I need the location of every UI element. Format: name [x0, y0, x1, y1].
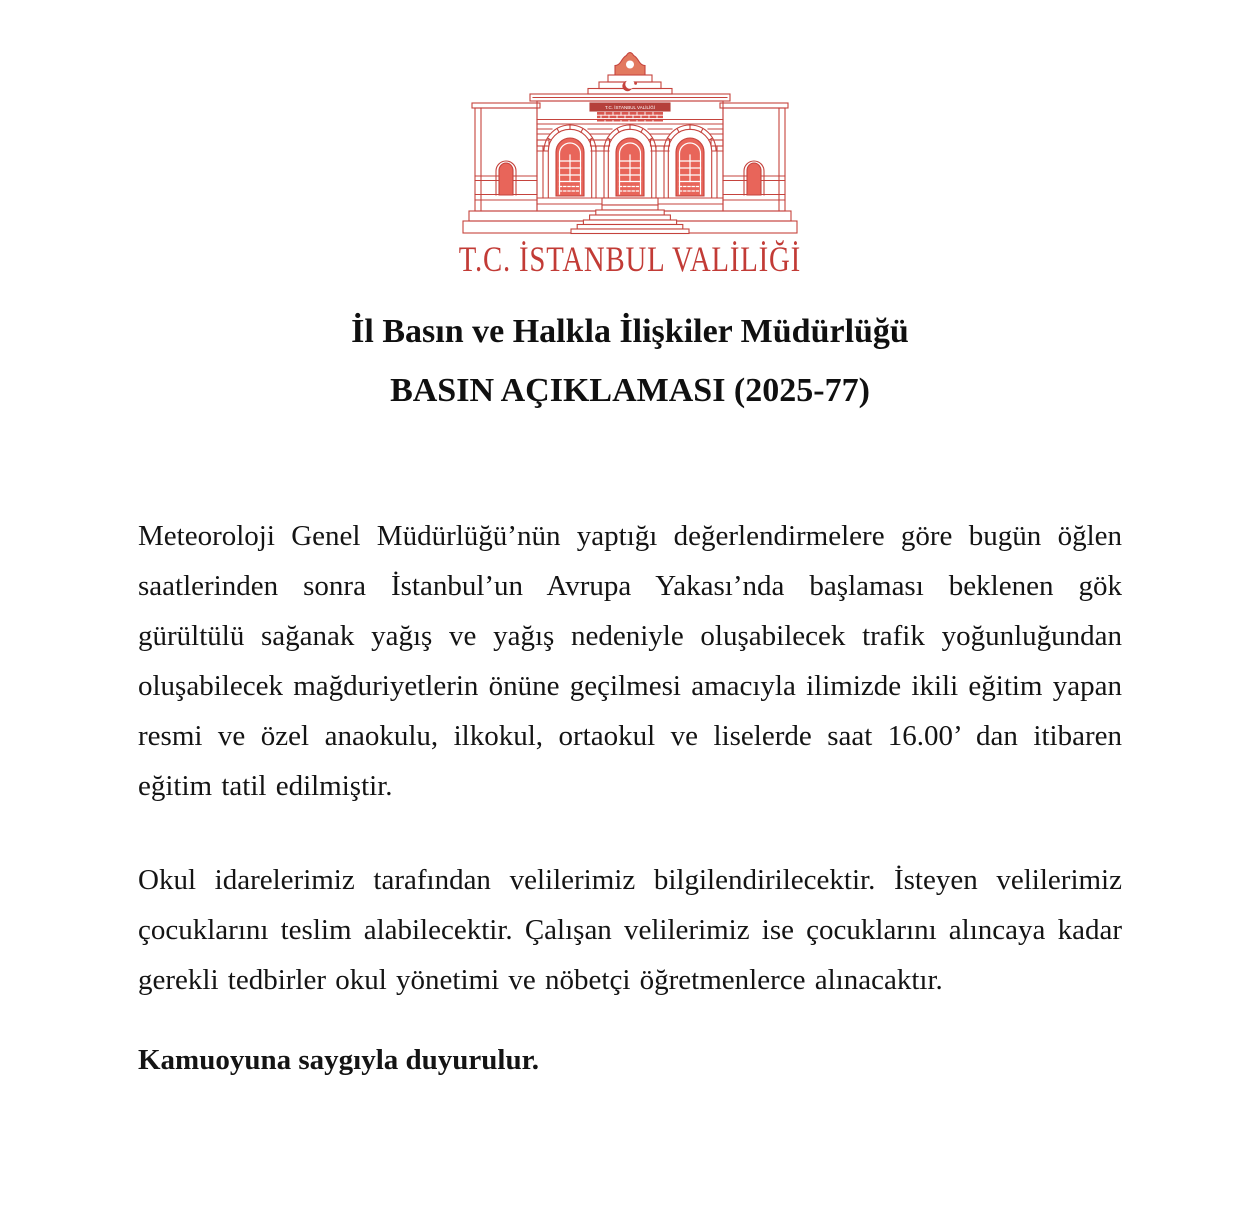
closing-statement: Kamuoyuna saygıyla duyurulur. [138, 1044, 540, 1076]
logo-banner-text: T.C. İSTANBUL VALİLİĞİ [605, 105, 655, 111]
press-release-title: BASIN AÇIKLAMASI (2025-77) [390, 372, 870, 409]
paragraph-2: Okul idarelerimiz tarafından velilerimiz bilgilendirilecektir. İsteyen velilerimiz çocuklarını teslim alabilecektir. Çalışan velilerimiz ise çocuklarını alıncaya kadar gerekli tedbirler okul yönetimi ve nöbetçi öğretmenlerce alınacaktır. [138, 864, 1122, 996]
logo-wordmark-row [0, 239, 1260, 279]
document-body [138, 511, 1122, 1085]
department-title: İl Basın ve Halkla İlişkiler Müdürlüğü [351, 313, 909, 350]
paragraph-1: Meteoroloji Genel Müdürlüğü’nün yaptığı değerlendirmelere göre bugün öğlen saatlerinden sonra İstanbul’un Avrupa Yakası’nda başlaması beklenen gök gürültülü sağanak yağış ve yağış nedeniyle oluşabilecek trafik yoğunluğundan oluşabilecek mağduriyetlerin önüne geçilmesi amacıyla ilimizde ikili eğitim yapan resmi ve özel anaokulu, ilkokul, ortaokul ve liselerde saat 16.00’ dan itibaren eğitim tatil edilmiştir. [138, 520, 1122, 802]
logo-container [0, 0, 1260, 238]
logo-wordmark: T.C. İSTANBUL VALİLİĞİ [458, 239, 802, 279]
istanbul-governorship-building-icon [455, 48, 805, 238]
